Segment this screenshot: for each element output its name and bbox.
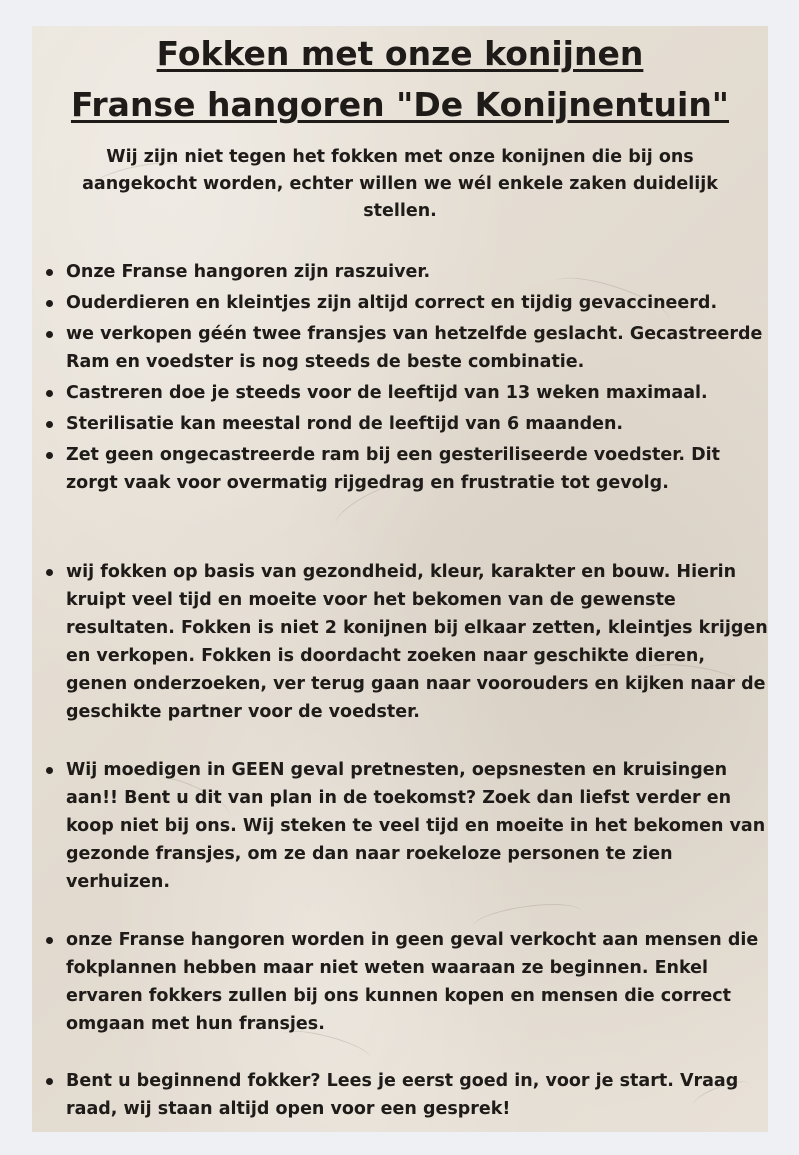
rule-text: Onze Franse hangoren zijn raszuiver. [66, 262, 431, 282]
paragraph-item [32, 926, 768, 1038]
page-subtitle: Franse hangoren "De Konijnentuin" [70, 85, 730, 124]
rule-text: Castreren doe je steeds voor de leeftijd van 13 weken maximaal. [66, 383, 708, 403]
paragraph-block [32, 926, 768, 1041]
bullet-icon [46, 569, 53, 576]
bullet-icon [46, 767, 53, 774]
rule-item [32, 379, 768, 407]
document-content [32, 26, 768, 1132]
rule-item [32, 410, 768, 438]
bullet-icon [46, 390, 53, 397]
rule-text: Zet geen ongecastreerde ram bij een gesteriliseerde voedster. Dit zorgt vaak voor overmatig rijgedrag en frustratie tot gevolg. [66, 445, 721, 493]
paragraph-text: onze Franse hangoren worden in geen geval verkocht aan mensen die fokplannen hebben maar niet weten waaraan ze beginnen. Enkel ervaren fokkers zullen bij ons kunnen kopen en mensen die correct omgaan met hun fransjes. [66, 930, 759, 1034]
bullet-icon [46, 300, 53, 307]
bullet-icon [46, 269, 53, 276]
paragraph-item [32, 1067, 768, 1123]
paragraph-block [32, 756, 768, 899]
rule-item [32, 258, 768, 286]
bullet-icon [46, 421, 53, 428]
bullet-icon [46, 1078, 53, 1085]
paragraph-item [32, 756, 768, 896]
rule-text: Sterilisatie kan meestal rond de leeftijd van 6 maanden. [66, 414, 624, 434]
rule-text: we verkopen géén twee fransjes van hetzelfde geslacht. Gecastreerde Ram en voedster is nog steeds de beste combinatie. [66, 324, 763, 372]
page-title: Fokken met onze konijnen [156, 34, 644, 73]
paragraph-block [32, 1067, 768, 1126]
rules-list [32, 258, 768, 500]
rule-text: Ouderdieren en kleintjes zijn altijd correct en tijdig gevaccineerd. [66, 293, 718, 313]
paper-sheet [32, 26, 768, 1132]
rule-item [32, 441, 768, 497]
paragraph-text: wij fokken op basis van gezondheid, kleur, karakter en bouw. Hierin kruipt veel tijd en moeite voor het bekomen van de gewenste resultaten. Fokken is niet 2 konijnen bij elkaar zetten, kleintjes krijgen en verkopen. Fokken is doordacht zoeken naar geschikte dieren, genen onderzoeken, ver terug gaan naar voorouders en kijken naar de geschikte partner voor de voedster. [66, 562, 768, 722]
bullet-icon [46, 452, 53, 459]
rule-item [32, 289, 768, 317]
paragraph-block [32, 558, 768, 729]
rule-item [32, 320, 768, 376]
paragraph-text: Wij moedigen in GEEN geval pretnesten, oepsnesten en kruisingen aan!! Bent u dit van plan in de toekomst? Zoek dan liefst verder en koop niet bij ons. Wij steken te veel tijd en moeite in het bekomen van gezonde fransjes, om ze dan naar roekeloze personen te zien verhuizen. [66, 760, 766, 892]
paragraph-text: Bent u beginnend fokker? Lees je eerst goed in, voor je start. Vraag raad, wij staan altijd open voor een gesprek! [66, 1071, 739, 1119]
bullet-icon [46, 331, 53, 338]
paragraph-item [32, 558, 768, 726]
bullet-icon [46, 937, 53, 944]
intro-text: Wij zijn niet tegen het fokken met onze konijnen die bij ons aangekocht worden, echter willen we wél enkele zaken duidelijk stellen. [82, 147, 718, 221]
